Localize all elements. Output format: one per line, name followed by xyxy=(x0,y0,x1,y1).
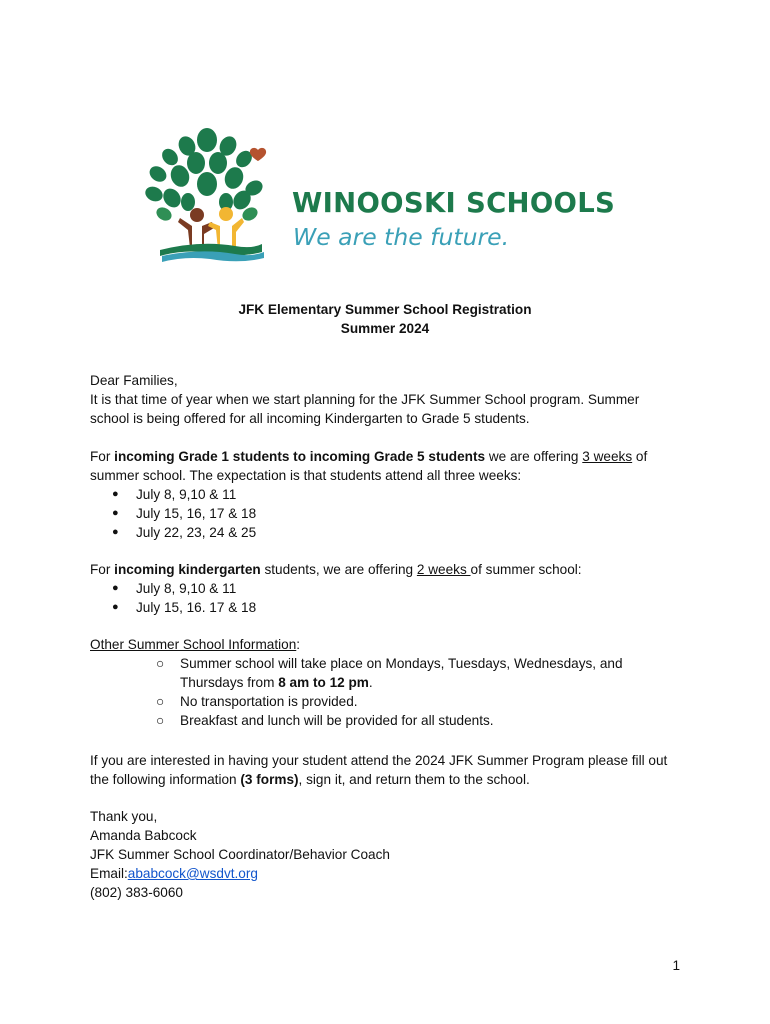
bullet-icon: ● xyxy=(112,601,119,613)
forms-count: (3 forms) xyxy=(240,772,299,787)
text-run: For xyxy=(90,449,115,464)
signer-name: Amanda Babcock xyxy=(90,828,197,843)
other-info-heading xyxy=(90,635,690,654)
email-link[interactable]: ababcock@wsdvt.org xyxy=(127,866,258,881)
text-run: of summer school: xyxy=(470,562,582,577)
winooski-schools-logo xyxy=(140,126,640,266)
closing-line xyxy=(90,770,690,789)
date-text: July 15, 16, 17 & 18 xyxy=(136,506,257,521)
closing-paragraph xyxy=(90,751,690,789)
closing-line: If you are interested in having your student attend the 2024 JFK Summer Program please fill out xyxy=(90,753,668,768)
text-run: : xyxy=(296,637,301,652)
kinder-label: incoming kindergarten xyxy=(114,562,261,577)
other-info-list xyxy=(90,654,690,730)
hours-text: 8 am to 12 pm xyxy=(278,675,369,690)
weeks-count: 3 weeks xyxy=(582,449,633,464)
other-info-section xyxy=(90,635,690,730)
text-run: No transportation is provided. xyxy=(180,694,358,709)
tree-logo-icon xyxy=(140,126,275,262)
list-item xyxy=(90,598,690,617)
circle-bullet-icon: ○ xyxy=(156,656,165,671)
greeting: Dear Families, xyxy=(90,373,178,388)
text-run: Breakfast and lunch will be provided for all students. xyxy=(180,713,494,728)
text-run: the following information xyxy=(90,772,241,787)
phone-number: (802) 383-6060 xyxy=(90,885,183,900)
grades-section xyxy=(90,447,690,542)
date-text: July 15, 16. 17 & 18 xyxy=(136,600,257,615)
other-info-title: Other Summer School Information xyxy=(90,637,297,652)
logo-tagline: We are the future. xyxy=(293,223,510,251)
text-run: . xyxy=(368,675,373,690)
list-item xyxy=(90,711,690,730)
intro-line: school is being offered for all incoming Kindergarten to Grade 5 students. xyxy=(90,411,530,426)
email-label: Email: xyxy=(90,866,128,881)
grades-offer-line xyxy=(90,447,690,466)
circle-bullet-icon: ○ xyxy=(156,694,165,709)
document-heading xyxy=(0,300,770,338)
circle-bullet-icon: ○ xyxy=(156,713,165,728)
list-item xyxy=(90,504,690,523)
text-run: , sign it, and return them to the school. xyxy=(298,772,530,787)
bullet-icon: ● xyxy=(112,488,119,500)
document-title: JFK Elementary Summer School Registration xyxy=(238,302,532,317)
kinder-offer-line xyxy=(90,560,690,579)
text-run: of xyxy=(632,449,648,464)
kindergarten-section xyxy=(90,560,690,617)
document-subtitle: Summer 2024 xyxy=(340,321,430,336)
date-text: July 8, 9,10 & 11 xyxy=(136,487,237,502)
sign-off: Thank you, xyxy=(90,809,158,824)
grades-range: incoming Grade 1 students to incoming Grade 5 students xyxy=(114,449,486,464)
logo-wordmark: WINOOSKI SCHOOLS xyxy=(292,187,616,219)
bullet-icon: ● xyxy=(112,582,119,594)
signature-block xyxy=(90,807,690,902)
expectation-line: summer school. The expectation is that students attend all three weeks: xyxy=(90,468,522,483)
intro-line: It is that time of year when we start planning for the JFK Summer School program. Summer xyxy=(90,392,640,407)
list-item xyxy=(90,579,690,598)
weeks-count: 2 weeks xyxy=(416,562,471,577)
grades-dates-list xyxy=(90,485,690,542)
list-item xyxy=(90,523,690,542)
date-text: July 22, 23, 24 & 25 xyxy=(136,525,257,540)
signer-role: JFK Summer School Coordinator/Behavior Coach xyxy=(90,847,390,862)
intro-paragraph xyxy=(90,371,690,428)
text-run: students, we are offering xyxy=(260,562,417,577)
list-item xyxy=(90,654,690,692)
date-text: July 8, 9,10 & 11 xyxy=(136,581,237,596)
email-line xyxy=(90,864,690,883)
bullet-icon: ● xyxy=(112,526,119,538)
text-run xyxy=(180,673,690,692)
text-run: Thursdays from xyxy=(180,675,279,690)
page-number: 1 xyxy=(672,958,680,973)
list-item xyxy=(90,485,690,504)
text-run: Summer school will take place on Mondays, Tuesdays, Wednesdays, and xyxy=(180,656,623,671)
bullet-icon: ● xyxy=(112,507,119,519)
text-run: we are offering xyxy=(485,449,583,464)
text-run: For xyxy=(90,562,115,577)
kinder-dates-list xyxy=(90,579,690,617)
list-item xyxy=(90,692,690,711)
